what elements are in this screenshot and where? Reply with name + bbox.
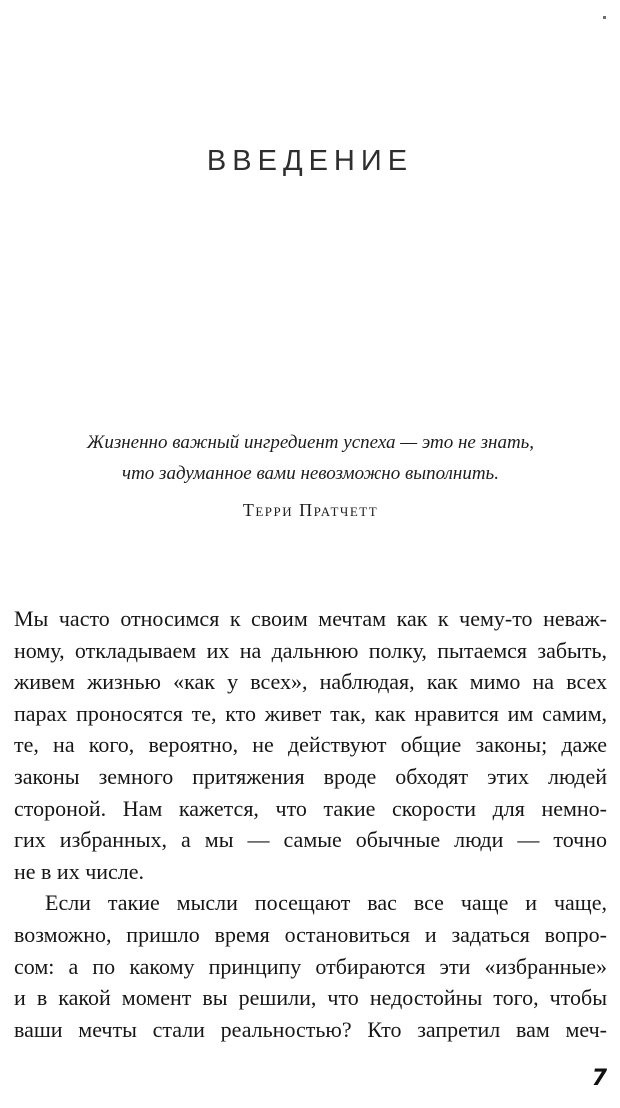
body-line: возможно, пришло время остановиться и задаться вопро- — [14, 921, 607, 947]
page-title: ВВЕДЕНИЕ — [206, 145, 414, 177]
epigraph-line: Жизненно важный ингредиент успеха — это не знать, — [86, 432, 535, 453]
scan-artifact-dot — [603, 16, 606, 19]
body-line: Мы часто относимся к своим мечтам как к чему-то неваж- — [14, 606, 607, 631]
body-line: стороной. Нам кажется, что такие скорости для немно- — [14, 795, 607, 821]
body-line: и в какой момент вы решили, что недостойны того, чтобы — [14, 985, 607, 1011]
body-line: живем жизнью «как у всех», наблюдая, как мимо на всех — [14, 669, 607, 695]
epigraph — [14, 427, 607, 521]
body-line: гих избранных, а мы — самые обычные люди — точно — [14, 827, 607, 853]
body-line: ваши мечты стали реальностью? Кто запретил вам меч- — [14, 1016, 607, 1042]
body-text — [14, 603, 607, 1045]
body-line: Если такие мысли посещают вас все чаще и чаще, — [45, 890, 607, 916]
epigraph-line: что задуманное вами невозможно выполнить. — [122, 463, 499, 484]
body-line: те, на кого, вероятно, не действуют общие законы; даже — [14, 732, 607, 758]
epigraph-attribution: Терри Пратчетт — [242, 500, 379, 520]
body-line: сом: а по какому принципу отбираются эти «избранные» — [14, 953, 607, 979]
body-line: ному, откладываем их на дальнюю полку, пытаемся забыть, — [14, 637, 607, 663]
body-line: законы земного притяжения вроде обходят этих людей — [14, 763, 607, 789]
paragraph — [14, 603, 607, 887]
paragraph — [14, 887, 607, 1045]
body-line: парах проносятся те, кто живет так, как нравится им самим, — [14, 700, 607, 726]
page-number: 7 — [591, 1066, 607, 1091]
body-line: не в их числе. — [14, 858, 145, 884]
